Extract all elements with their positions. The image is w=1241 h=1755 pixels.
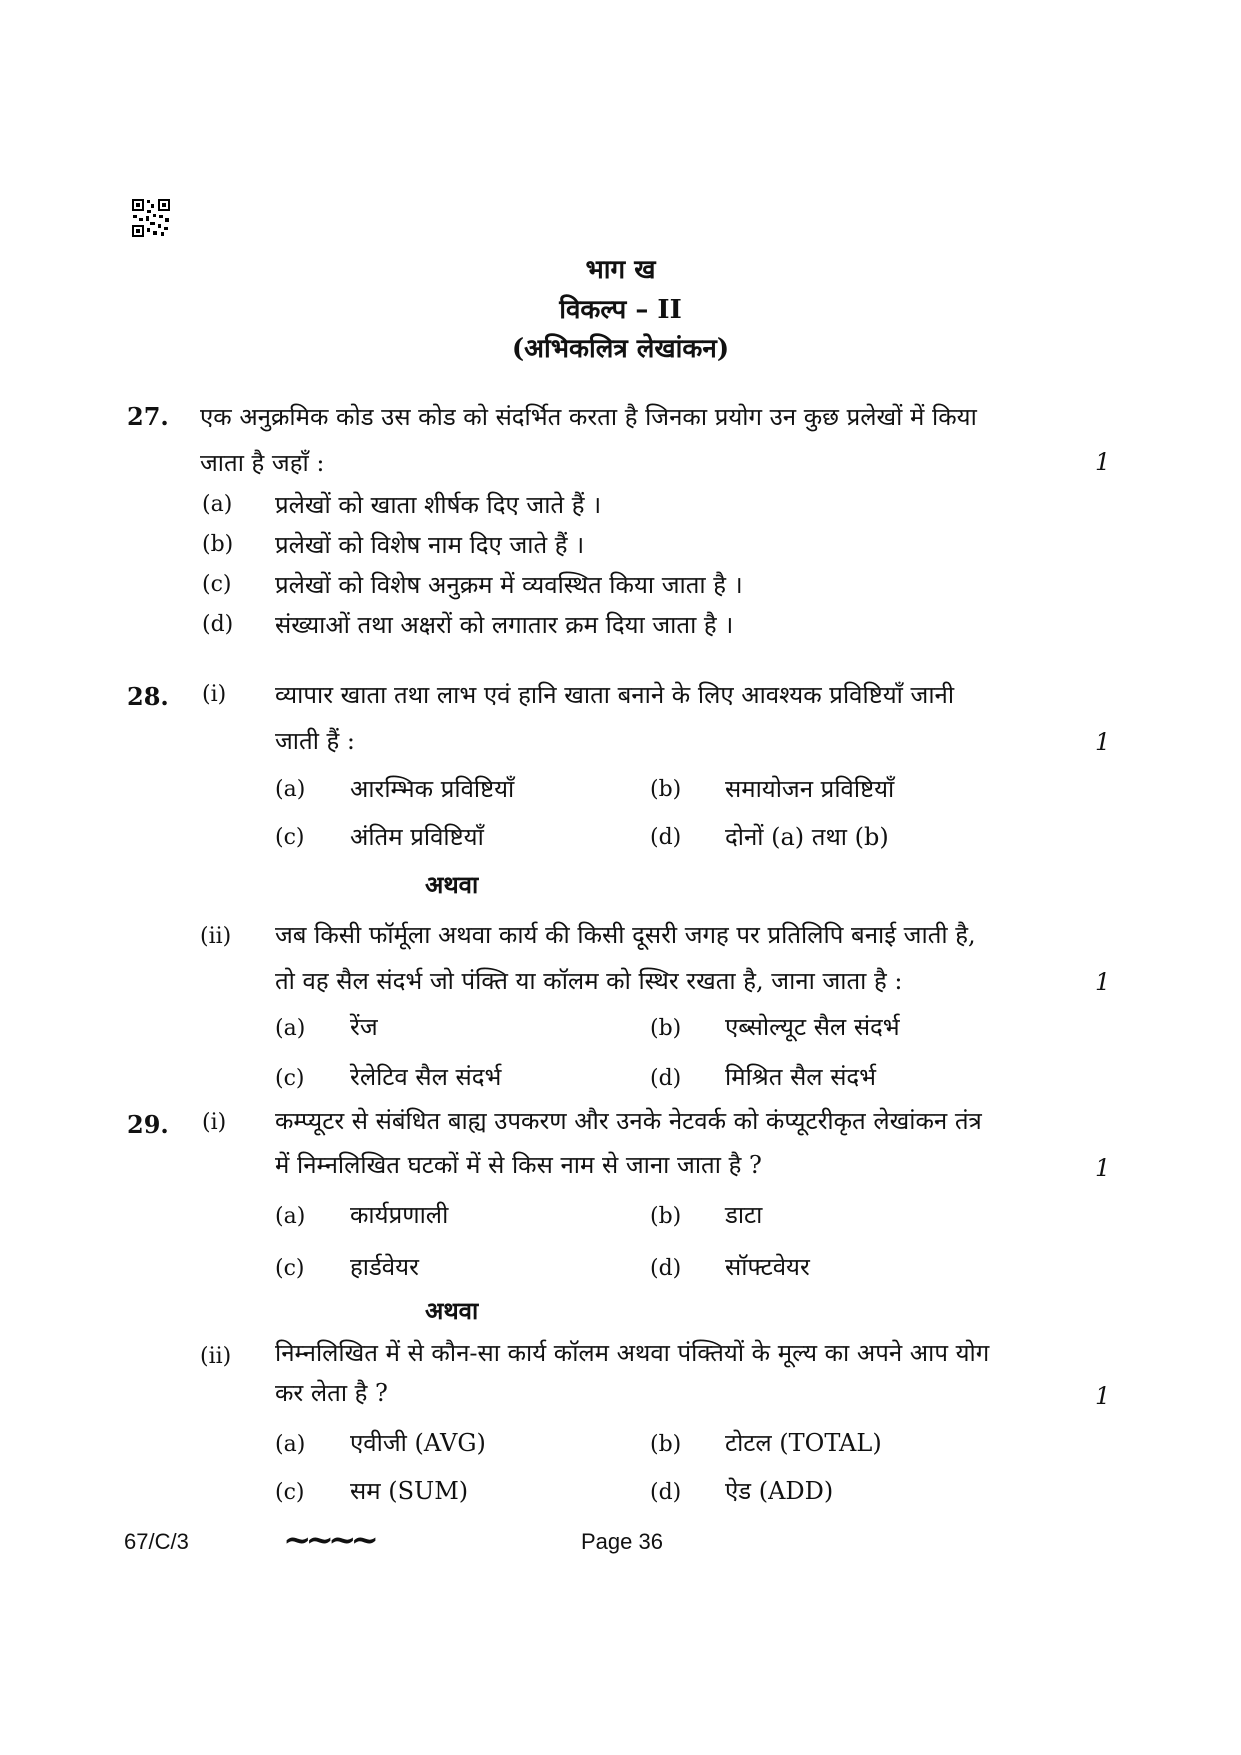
q29-ii-option-c: सम (SUM) [350,1477,469,1505]
q27-option-c: प्रलेखों को विशेष अनुक्रम में व्यवस्थित किया जाता है । [275,571,743,599]
q28-number: 28. [127,682,169,711]
footer-page: Page 36 [581,1529,663,1554]
footer-tilde: ~~~~ [283,1520,373,1560]
q28-ii-option-b: एब्सोल्यूट सैल संदर्भ [725,1013,900,1041]
q27-option-b: प्रलेखों को विशेष नाम दिए जाते हैं । [275,531,585,559]
q28-ii-option-a-label: (a) [275,1016,306,1041]
q28-i-option-b-label: (b) [650,777,682,802]
q27-line1: एक अनुक्रमिक कोड उस कोड को संदर्भित करता है जिनका प्रयोग उन कुछ प्रलेखों में किया [200,403,977,431]
q29-number: 29. [127,1110,169,1139]
q29-i-line1: कम्प्यूटर से संबंधित बाह्य उपकरण और उनके नेटवर्क को कंप्यूटरीकृत लेखांकन तंत्र [275,1107,982,1135]
q29-ii-option-a: एवीजी (AVG) [350,1429,486,1457]
q29-ii-option-a-label: (a) [275,1432,306,1457]
q28-ii-option-b-label: (b) [650,1016,682,1041]
q28-i-option-a: आरम्भिक प्रविष्टियाँ [350,775,515,803]
q29-i-line2: में निम्नलिखित घटकों में से किस नाम से जाना जाता है ? [275,1151,762,1179]
q27-option-a: प्रलेखों को खाता शीर्षक दिए जाते हैं । [275,491,602,519]
q28-i-option-b: समायोजन प्रविष्टियाँ [725,775,895,803]
q29-ii-option-d-label: (d) [650,1480,682,1505]
q28-ii-label: (ii) [200,924,232,949]
q29-i-option-a: कार्यप्रणाली [350,1201,449,1229]
q28-ii-option-d-label: (d) [650,1066,682,1091]
q28-i-option-a-label: (a) [275,777,306,802]
q29-i-label: (i) [202,1110,227,1135]
q28-i-option-d: दोनों (a) तथा (b) [725,823,889,851]
q29-i-option-c-label: (c) [275,1256,305,1281]
q29-ii-option-c-label: (c) [275,1480,305,1505]
q29-ii-option-b: टोटल (TOTAL) [725,1429,882,1457]
q29-ii-marks: 1 [1095,1382,1111,1410]
q28-ii-line2: तो वह सैल संदर्भ जो पंक्ति या कॉलम को स्थिर रखता है, जाना जाता है : [275,967,903,995]
q29-ii-label: (ii) [200,1344,232,1369]
q29-i-marks: 1 [1095,1154,1111,1182]
q27-option-d-label: (d) [202,612,234,637]
q29-ii-line2: कर लेता है ? [275,1379,388,1407]
q27-option-d: संख्याओं तथा अक्षरों को लगातार क्रम दिया जाता है । [275,611,734,639]
q28-i-line2: जाती हैं : [275,727,356,755]
q28-ii-option-c: रेलेटिव सैल संदर्भ [350,1063,502,1091]
q28-ii-option-a: रेंज [350,1013,378,1041]
section-subject: (अभिकलित्र लेखांकन) [511,334,730,364]
q28-i-option-d-label: (d) [650,825,682,850]
q29-ii-option-b-label: (b) [650,1432,682,1457]
q28-ii-line1: जब किसी फॉर्मूला अथवा कार्य की किसी दूसरी जगह पर प्रतिलिपि बनाई जाती है, [275,921,976,949]
q28-or: अथवा [425,870,479,899]
q28-i-marks: 1 [1095,728,1111,756]
q28-i-label: (i) [202,682,227,707]
q29-ii-line1: निम्नलिखित में से कौन-सा कार्य कॉलम अथवा पंक्तियों के मूल्य का अपने आप योग [275,1339,990,1367]
q29-i-option-d-label: (d) [650,1256,682,1281]
q29-i-option-b-label: (b) [650,1204,682,1229]
section-option: विकल्प – II [559,295,682,325]
q29-or: अथवा [425,1296,479,1325]
q27-option-a-label: (a) [202,492,233,517]
q27-option-c-label: (c) [202,572,232,597]
q29-i-option-b: डाटा [725,1201,763,1229]
q28-i-option-c: अंतिम प्रविष्टियाँ [350,823,484,851]
qr-code [131,198,171,238]
q27-number: 27. [127,402,169,431]
footer-code: 67/C/3 [124,1529,189,1554]
q27-option-b-label: (b) [202,532,234,557]
q28-ii-option-c-label: (c) [275,1066,305,1091]
q28-i-line1: व्यापार खाता तथा लाभ एवं हानि खाता बनाने के लिए आवश्यक प्रविष्टियाँ जानी [275,681,955,709]
q29-i-option-c: हार्डवेयर [350,1253,419,1281]
q27-marks: 1 [1095,448,1111,476]
q29-i-option-a-label: (a) [275,1204,306,1229]
q28-ii-option-d: मिश्रित सैल संदर्भ [725,1063,877,1091]
q28-i-option-c-label: (c) [275,825,305,850]
q28-ii-marks: 1 [1095,968,1111,996]
q29-i-option-d: सॉफ्टवेयर [725,1253,810,1281]
section-part: भाग ख [585,255,656,285]
q29-ii-option-d: ऐड (ADD) [725,1477,834,1505]
q27-line2: जाता है जहाँ : [200,449,325,477]
